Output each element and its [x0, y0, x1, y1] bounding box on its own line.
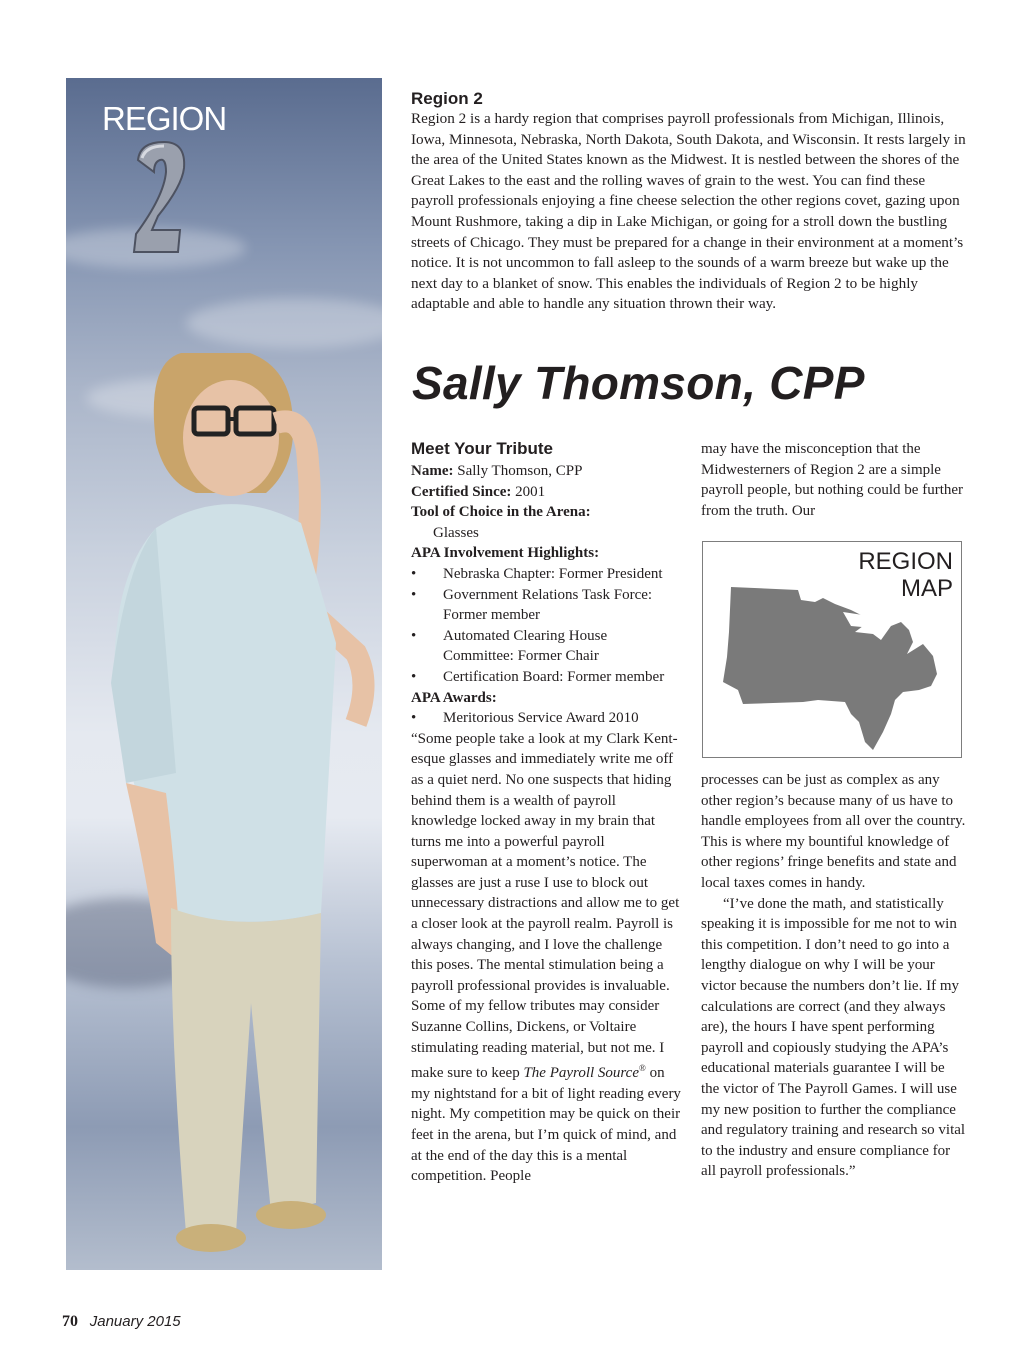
map-title-line: REGION — [858, 548, 953, 575]
page-footer — [62, 1313, 181, 1331]
bullet: • — [411, 668, 417, 685]
bullet: • — [411, 710, 417, 727]
quote-continued-top: may have the misconception that the Midwesterners of Region 2 are a simple payroll people, but nothing could be further from the truth. Our — [701, 441, 964, 519]
tribute-column-right — [701, 770, 966, 1182]
involvement-item: Government Relations Task Force: Former member — [443, 586, 653, 624]
bullet: • — [411, 586, 417, 603]
list-item — [411, 564, 681, 585]
issue-date: January 2015 — [89, 1313, 181, 1330]
midwest-states-shape — [723, 587, 937, 750]
certified-value: 2001 — [515, 483, 546, 500]
award-item: Meritorious Service Award 2010 — [443, 710, 639, 727]
region-heading: Region 2 — [411, 89, 483, 108]
involvement-item: Certification Board: Former member — [443, 668, 665, 685]
publication-title: The Payroll Source — [523, 1065, 640, 1082]
cloud-decoration — [186, 298, 382, 348]
involvement-item: Nebraska Chapter: Former President — [443, 565, 663, 582]
involvement-item: Automated Clearing House Committee: Former Chair — [443, 627, 608, 665]
region-map-box — [702, 541, 962, 758]
portrait-photo — [86, 353, 382, 1253]
bullet: • — [411, 565, 417, 582]
name-value: Sally Thomson, CPP — [457, 463, 583, 479]
tribute-heading: Meet Your Tribute — [411, 439, 554, 458]
list-item — [411, 585, 681, 626]
quote-paragraph: processes can be just as complex as any other region’s because many of us have to handle employees from all over the country. This is where my bountiful knowledge of other regions’ fringe benefits and state and local taxes comes in handy. — [701, 772, 966, 891]
list-item — [411, 626, 681, 667]
region-map-graphic — [723, 582, 948, 752]
tribute-column-left — [411, 437, 681, 1187]
region-number-graphic — [128, 138, 198, 258]
quote-paragraph: “I’ve done the math, and statistically speaking it is impossible for me not to win this competition. I don’t need to go into a lengthy dialogue on why I will be your victor because the numbers don’t lie. If my calculations are correct (and they always are), the hours I have spent performing payroll and copiously studying the APA’s educational materials guarantee I will be the victor of The Payroll Games. I will use my new position to further the compliance and regulatory training and research so vital to the industry and ensure compliance for all payroll professionals.” — [701, 895, 966, 1180]
name-label: Name: — [411, 463, 454, 479]
involvement-label: APA Involvement Highlights: — [411, 545, 600, 562]
name-line — [411, 461, 681, 482]
quote-paragraph — [411, 729, 681, 1187]
map-title-line: MAP — [900, 575, 953, 602]
awards-label: APA Awards: — [411, 689, 497, 706]
list-item — [411, 667, 681, 688]
page-number: 70 — [62, 1313, 78, 1330]
quote-text: “Some people take a look at my Clark Kent-esque glasses and immediately write me off as a quiet nerd. No one suspects that hiding behind them is a wealth of payroll knowledge locked away in my brain that turns me into a powerful payroll superwoman at a moment’s notice. The glasses are just a ruse I use to block out unnecessary distractions and allow me to get a closer look at the payroll realm. Payroll is always changing, and I love the challenge this poses. The mental stimulation being a payroll professional provides is invaluable. Some of my fellow tributes may consider Suzanne Collins, Dickens, or Voltaire stimulating reading material, but not me. I make sure to keep — [411, 730, 680, 1082]
tool-label: Tool of Choice in the Arena: — [411, 504, 591, 521]
registered-mark: ® — [639, 1063, 646, 1074]
certified-line — [411, 482, 681, 503]
region-intro-paragraph: Region 2 is a hardy region that comprises payroll professionals from Michigan, Illinois, Iowa, Minnesota, Nebraska, North Dakota, South Dakota, and Wisconsin. It rests largely in the area of the United States known as the Midwest. It is nestled between the shores of the Great Lakes to the east and the rolling waves of grain to the west. You can find these payroll professionals enjoying a fine cheese selection the other regions covet, gazing upon Mount Rushmore, taking a dip in Lake Michigan, or going for a stroll down the bustling streets of Chicago. They must be prepared for a change in their environment at a moment’s notice. It is not uncommon to fall asleep to the sounds of a warm breeze but wake up the next day to a blanket of snow. This enables the individuals of Region 2 to be highly adaptable and able to handle any situation thrown their way. — [411, 110, 966, 313]
certified-label: Certified Since: — [411, 483, 512, 500]
list-item — [411, 708, 681, 729]
region-word: REGION — [102, 100, 227, 137]
bullet: • — [411, 627, 417, 644]
tool-value: Glasses — [433, 524, 479, 541]
article-title: Sally Thomson, CPP — [412, 357, 865, 409]
quote-text: on my nightstand for a bit of light reading every night. My competition may be quick on their feet in the arena, but I’m quick of mind, and at the end of the day this is a mental competition. People — [411, 1065, 681, 1185]
region-side-panel — [66, 78, 382, 1270]
